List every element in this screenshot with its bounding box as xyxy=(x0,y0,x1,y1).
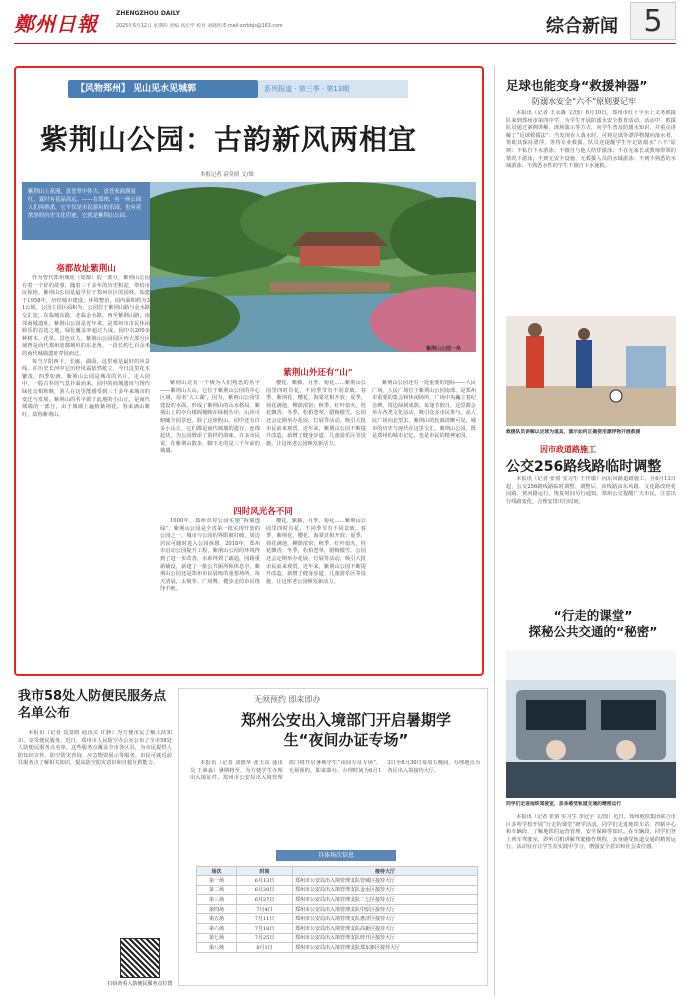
schedule-time: 6月13日 xyxy=(237,876,293,886)
bus-route-para: 本报讯（记者 张倩 实习生 王佳敏）因东风路道路施工，自6月13日起，公交256路线路临时调整。调整后，该线路由东风路、文化路改经花园路、黄河路运行，恢复时间另行通知。郑州公交提醒广大市民，注意出行线路变化，合理安排出行时间。 xyxy=(506,476,676,505)
bus-route-kicker: 因市政道路施工 xyxy=(540,444,596,454)
table-row xyxy=(197,933,478,943)
bus-route-text xyxy=(506,476,676,600)
schedule-hall: 郑州市公安局出入境管理支队郑东新区接待大厅 xyxy=(293,943,478,953)
schedule-hall: 郑州市公安局出入境管理支队管城区接待大厅 xyxy=(293,876,478,886)
table-row xyxy=(197,904,478,914)
table-row xyxy=(197,876,478,886)
feature-column-5 xyxy=(372,380,476,670)
schedule-hall: 郑州市公安局出入境管理支队中原区接待大厅 xyxy=(293,904,478,914)
qr-code[interactable] xyxy=(120,938,160,978)
feature-column-1-para-1: 作为曾代郑州城址（亳都）的一部分，紫荆山公园有着一个好的故事，随着三千多年的历史积淀，带给市民惊艳。紫荆山公园是最早位于郑州市区的园林，始建于1958年，历经城市建设、环境整治，园内面积约为31公顷，公园主园区面积为。公园位于紫荆山路与金水路交汇处，东临城东路，北临金水路，西至紫荆山路，南邻商城遗址。紫荆山公园是近年来，是郑州市市民休闲娱乐的首选之地，绿化覆盖率超过九成，园中有200多种树木、花草，景色宜人。紫荆山公园园区内大部分区域曾是商代郑州亳都城垣的东北角，一段长约七百余米的商代城墙遗址穿园而过。 xyxy=(22,275,150,357)
table-row xyxy=(197,885,478,895)
schedule-session: 第八场 xyxy=(197,943,237,953)
exit-entry-text xyxy=(190,760,480,844)
schedule-hall: 郑州市公安局出入境管理支队二七区接待大厅 xyxy=(293,895,478,905)
schedule-time: 7月11日 xyxy=(237,914,293,924)
bus-route-headline: 公交256路线路临时调整 xyxy=(506,459,662,475)
schedule-session: 第三场 xyxy=(197,895,237,905)
schedule-session: 第四场 xyxy=(197,904,237,914)
table-row xyxy=(197,895,478,905)
column-label xyxy=(68,80,258,98)
schedule-session: 第六场 xyxy=(197,923,237,933)
schedule-header-row xyxy=(197,867,478,876)
exit-entry-para: 本报讯（记者 刘德华 张玉东 通讯员 王素淼）暑期将至，为方便学生办理出入境证件，郑州市公安局出入境管理部门将开启暑期学生“夜间办证专场”，无须预约，即来即办。办理时间为6月13日至8月30日每周五晚间，办理地点为各区出入境接待大厅。 xyxy=(190,760,480,782)
schedule-time: 7月25日 xyxy=(237,933,293,943)
feature-column-4 xyxy=(160,518,260,668)
schedule-header-session: 场次 xyxy=(197,867,237,876)
civil-defense-headline: 我市58处人防便民服务点名单公布 xyxy=(18,689,167,721)
masthead xyxy=(14,4,676,44)
football-rescue-subheadline: 防溺水安全“六不”原则要记牢 xyxy=(532,97,637,106)
feature-column-2 xyxy=(160,380,260,500)
feature-subheading-3: 四时风光各不同 xyxy=(233,507,293,517)
schedule-hall: 郑州市公安局出入境管理支队惠济区接待大厅 xyxy=(293,914,478,924)
walking-classroom-headline: “行走的课堂” 探秘公共交通的“秘密” xyxy=(528,608,658,639)
schedule-session: 第七场 xyxy=(197,933,237,943)
feature-subheading-2: 紫荆山外还有“山” xyxy=(283,368,353,378)
feature-column-1-para-2: 每当夕阳西下，长廊、湖面，这里就是最好的风景线。在历史长河中它历经风霜依然屹立，今日这里花木繁茂，四季如画。紫荆山公园是城市的名片，走入园中，一股古朴的气息扑面而来。园中的商城遗址与现代绿化交相辉映，游人在这里能感受到三千多年来城市的变迁与发展。紫荆山的名字源于此地的小山丘，是商代城墙的一部分，由于城墙上遍植紫荆花，春来满山紫红，故称紫荆山。 xyxy=(22,358,150,418)
newspaper-logo: 鄭州日報 xyxy=(14,12,98,36)
civil-defense-text xyxy=(18,730,172,970)
feature-byline: 本报记者 袁莫晴 文/图 xyxy=(200,172,254,178)
newspaper-english-name: ZHENGZHOU DAILY xyxy=(116,10,180,17)
metro-photo-illustration xyxy=(506,650,676,798)
feature-column-1 xyxy=(22,275,150,660)
feature-column-4-para: 1000年，郑州市对公园实施“拆墙透绿”，紫荆山公园是全省第一批实现开放的公园之一，城市与公园的界限被打破，周边居民可随时进入公园休憩。2018年，郑州市启动公园提升工程，紫荆山公园的环境得到了进一步改善，水系得到了疏通，园路重新铺设，新建了一批公共厕所和休息亭。紫荆山公园还是郑州市民晨练的重要场所，每天清晨，太极拳、广场舞、健步走的市民络绎不绝。 xyxy=(160,518,260,593)
exit-entry-kicker: 无须预约 即来即办 xyxy=(254,695,321,704)
feature-column-5-para: 紫荆山公园还有一处重要的地标——人民广场。人民广场位于紫荆山公园南部，是郑州市重要的集会和休闲场所，广场中央矗立着纪念碑，周边绿树成荫。每逢节假日，这里都会举办各类文化活动，吸引众多市民参与。从人民广场向北望去，紫荆山的轮廓清晰可见，城市的历史与现代在这里交汇。紫荆山公园，既是郑州的城市记忆，也是市民的精神家园。 xyxy=(372,380,476,440)
qr-code-label: 扫码查看人防便民服务点位置 xyxy=(107,981,173,987)
walking-classroom-para: 本报讯（记者 张倩 实习生 李冠宇 文/图）近日，郑州地铁集团联合市区多所学校开展“行走的课堂”研学活动。同学们走进地铁车站、控制中心和车辆段，了解地铁的运营管理、安全保障等知识。在车辆段，同学们登上列车驾驶室，聆听司机讲解驾驶操作规程，亲身感受轨道交通的精密运行。活动旨在让学生在实践中学习，增强安全意识和社会责任感。 xyxy=(506,814,676,851)
metro-photo xyxy=(506,650,676,798)
feature-column-2-para: 紫荆山北有一个极为人们熟悉的名字——紫荆山大山，它位于紫荆山公园的中心区域，原名‘人工湖’，因为，紫荆山公园里建设的水面，形成了紫荆山的山水格局。紫荆山上的亭台楼阁掩映在绿树丛中，山顶可俯瞰全园景色。除了这座假山，园中还有许多小山丘，它们都是商代城墙的遗存，连绵起伏，为公园增添了别样的韵味。许多市民说，在紫荆山散步，脚下走的是三千年前的城墙。 xyxy=(160,380,260,455)
football-rescue-text xyxy=(506,110,676,310)
page-number: 5 xyxy=(630,2,676,40)
exit-entry-headline: 郑州公安出入境部门开启暑期学生“夜间办证专场” xyxy=(240,711,451,749)
schedule-table-title: 具体场次信息 xyxy=(276,850,396,861)
column-theme: 见山见水见城郭 xyxy=(133,84,197,94)
schedule-hall: 郑州市公安局出入境管理支队经开区接待大厅 xyxy=(293,933,478,943)
schedule-hall: 郑州市公安局出入境管理支队金水区接待大厅 xyxy=(293,885,478,895)
football-rescue-headline: 足球也能变身“救援神器” xyxy=(506,78,648,93)
table-row xyxy=(197,914,478,924)
schedule-time: 6月27日 xyxy=(237,895,293,905)
column-divider xyxy=(494,66,495,996)
feature-column-3 xyxy=(266,380,366,500)
schedule-header-hall: 接待大厅 xyxy=(293,867,478,876)
schedule-session: 第一场 xyxy=(197,876,237,886)
column-series: 系列报道 · 第三季 · 第13期 xyxy=(258,80,408,98)
rescue-photo-caption: 救援队员讲解以足球为道具，演示如何正确使用漂浮物开展救援 xyxy=(506,430,641,435)
column-label-text: 【风物郑州】 xyxy=(76,84,131,94)
schedule-time: 7月4日 xyxy=(237,904,293,914)
schedule-time: 6月20日 xyxy=(237,885,293,895)
park-photo-illustration xyxy=(150,182,476,352)
rescue-photo-illustration xyxy=(506,316,676,426)
feature-column-4b xyxy=(266,518,366,668)
schedule-hall: 郑州市公安局出入境管理支队高新区接待大厅 xyxy=(293,923,478,933)
schedule-time: 7月18日 xyxy=(237,923,293,933)
schedule-time: 8月1日 xyxy=(237,943,293,953)
schedule-session: 第五场 xyxy=(197,914,237,924)
metro-photo-caption: 同学们走进地铁驾驶室，亲身感受轨道交通的精密运行 xyxy=(506,802,622,807)
feature-column-3-para: 樱花、紫藤、月季、菊花……紫荆山公园里四时有花，不同季节有不同景致。春季，紫荆花、樱花、海棠竞相开放；夏季，荷花满池，柳荫浓密；秋季，红叶似火，桂花飘香；冬季，松柏苍翠，腊梅傲雪。公园还会定期举办花展、灯展等活动，吸引大批市民前来观赏。近年来，紫荆山公园不断提升改造，新增了健身步道、儿童游乐区等设施，让这座老公园焕发新活力。 xyxy=(266,380,366,447)
schedule-table xyxy=(196,866,478,953)
civil-defense-para: 本报讯（记者 袁莫晴 通讯员 许静）为方便市民了解人防知识、享受便民服务，近日，郑州市人民防空办公室公布了全市58处人防便民服务点名单。这些服务点覆盖全市各区县，为市民提供人防知识宣传、防空防灾咨询、应急物资展示等服务。市民可就近前往服务点了解相关知识，提高防空防灾意识和自救互救能力。 xyxy=(18,730,172,767)
park-photo-caption: 紫荆山公园一角 xyxy=(426,346,462,352)
park-photo xyxy=(150,182,476,352)
feature-headline: 紫荆山公园：古韵新风两相宜 xyxy=(40,123,418,156)
table-row xyxy=(197,923,478,933)
football-rescue-para: 本报讯（记者 王永森 文/图）6月10日，郑州市红十字水上义务救援队来到郑州市第四中学，为学生开展防溺水安全教育活动。活动中，救援队员通过案例讲解、现场演示等方式，向学生普及防溺水知识，并重点讲解了“足球救援法”：当发现有人落水时，可将足球等漂浮物抛向落水者，帮助其保持漂浮，等待专业救援。队员还提醒学生牢记防溺水“六不”原则：不私自下水游泳；不擅自与他人结伴游泳；不在无家长或教师带领的情况下游泳；不到无安全设施、无救援人员的水域游泳；不到不熟悉的水域游泳；不熟悉水性的学生不擅自下水施救。 xyxy=(506,110,676,170)
feature-intro: 紫荆山上花漫，意苍翠中怀古，意苍家韵满曼红，夏时有花晶高远。——在郑州，有一座公园人们再熟悉，它不仅是市民游玩的乐园，也有着浓厚的历史文化印迹，它就是紫荆山公园。 xyxy=(22,182,150,240)
rescue-photo xyxy=(506,316,676,426)
walking-classroom-text xyxy=(506,814,676,994)
section-title: 综合新闻 xyxy=(546,16,618,37)
schedule-session: 第二场 xyxy=(197,885,237,895)
feature-subheading-1: 亳都故址紫荆山 xyxy=(56,264,116,274)
table-row xyxy=(197,943,478,953)
issue-info: 2025年6月12日 星期四 责编 高宏学 校对 刘晓明 E-mail:zzrbbjs@163.com xyxy=(116,24,283,29)
schedule-header-time: 时间 xyxy=(237,867,293,876)
feature-column-4b-para: 樱花、紫藤、月季、菊花……紫荆山公园里四时有花，不同季节有不同景致。春季，紫荆花、樱花、海棠竞相开放；夏季，荷花满池，柳荫浓密；秋季，红叶似火，桂花飘香；冬季，松柏苍翠，腊梅傲雪。公园还会定期举办花展、灯展等活动，吸引大批市民前来观赏。近年来，紫荆山公园不断提升改造，新增了健身步道、儿童游乐区等设施，让这座老公园焕发新活力。 xyxy=(266,518,366,585)
